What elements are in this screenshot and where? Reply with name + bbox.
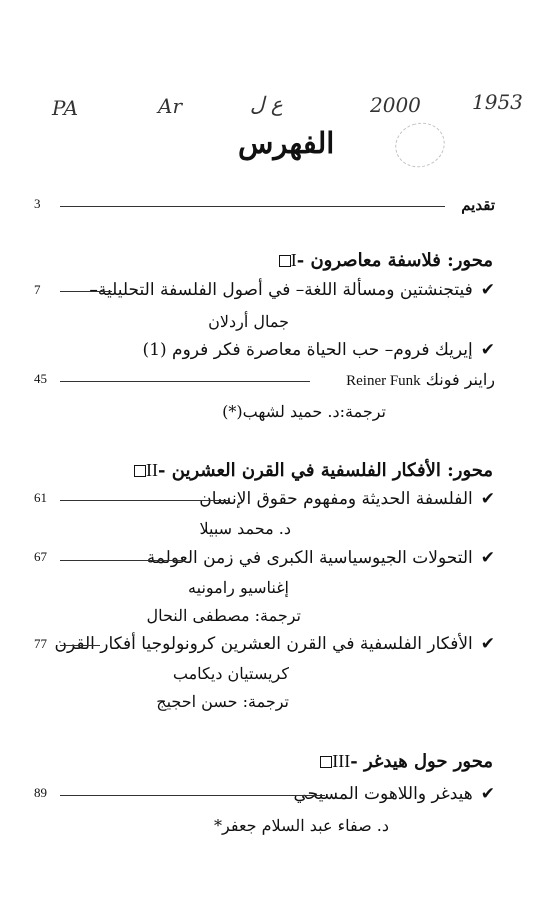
page-title: الفهرس — [238, 126, 335, 160]
section-roman: I — [290, 250, 297, 270]
check-icon: ✔ — [480, 548, 495, 568]
entry-1-2 — [143, 340, 495, 360]
entry-title: إيريك فروم– حب الحياة معاصرة فكر فروم (1) — [142, 340, 473, 360]
entry-1-1 — [89, 280, 495, 300]
entry-title: الأفكار الفلسفية في القرن العشرين كرونولوجيا أفكار القرن — [54, 634, 473, 654]
section-3-heading: III- محور حول هيدغر — [314, 751, 493, 772]
entry-author: د. صفاء عبد السلام جعفر* — [214, 816, 389, 835]
checkbox-icon — [134, 465, 146, 477]
dot-leader — [60, 291, 112, 292]
entry-page: 77 — [34, 636, 47, 651]
dot-leader — [60, 645, 100, 646]
section-1-heading — [273, 250, 493, 271]
handwritten-note-year1: 2000 — [370, 93, 421, 117]
entry-author: إغناسيو رامونيه — [188, 578, 289, 597]
dot-leader — [60, 206, 445, 207]
check-icon: ✔ — [480, 784, 495, 804]
handwritten-note-pa: PA — [52, 96, 79, 120]
entry-translator: ترجمة: مصطفى النحال — [146, 606, 301, 625]
stamp-mark — [389, 116, 450, 173]
handwritten-note-year2: 1953 — [472, 90, 523, 114]
entry-title: الفلسفة الحديثة ومفهوم حقوق الإنسان — [199, 489, 473, 509]
checkbox-icon — [320, 756, 332, 768]
entry-page: 7 — [34, 282, 41, 297]
entry-translator: ترجمة:د. حميد لشهب(*) — [222, 402, 386, 421]
check-icon: ✔ — [480, 340, 495, 360]
handwritten-note-lamalif: ع ل — [250, 92, 283, 116]
entry-author: جمال أردلان — [208, 312, 289, 331]
entry-2-2 — [147, 548, 495, 568]
entry-3-1 — [293, 784, 495, 804]
dot-leader — [60, 795, 325, 796]
entry-2-3 — [55, 634, 496, 654]
entry-title: التحولات الجيوسياسية الكبرى في زمن العولمة — [146, 548, 473, 568]
check-icon: ✔ — [480, 280, 495, 300]
handwritten-note-ar: Ar — [158, 94, 183, 118]
dot-leader — [60, 381, 310, 382]
section-label: - محور: فلاسفة معاصرون — [296, 250, 493, 271]
entry-translator: ترجمة: حسن احجيج — [156, 692, 289, 711]
entry-title: هيدغر واللاهوت المسيحي — [293, 784, 473, 804]
entry-page: 45 — [34, 371, 47, 386]
section-2-heading: II- محور: الأفكار الفلسفية في القرن العشرين — [128, 460, 493, 481]
checkbox-icon — [279, 255, 291, 267]
entry-page: 61 — [34, 490, 47, 505]
entry-author: كريستيان ديكامب — [172, 664, 289, 683]
check-icon: ✔ — [480, 489, 495, 509]
entry-author: د. محمد سبيلا — [199, 519, 291, 538]
entry-page: 89 — [34, 785, 47, 800]
intro-page: 3 — [34, 196, 41, 211]
entry-page: 67 — [34, 549, 47, 564]
dot-leader — [60, 560, 185, 561]
check-icon: ✔ — [480, 634, 495, 654]
entry-2-1 — [199, 489, 495, 509]
entry-author: راينر فونك Reiner Funk — [346, 370, 495, 389]
entry-title: فيتجنشتين ومسألة اللغة– في أصول الفلسفة التحليلية– — [89, 280, 473, 300]
intro-label: تقديم — [461, 196, 495, 214]
dot-leader — [60, 500, 230, 501]
